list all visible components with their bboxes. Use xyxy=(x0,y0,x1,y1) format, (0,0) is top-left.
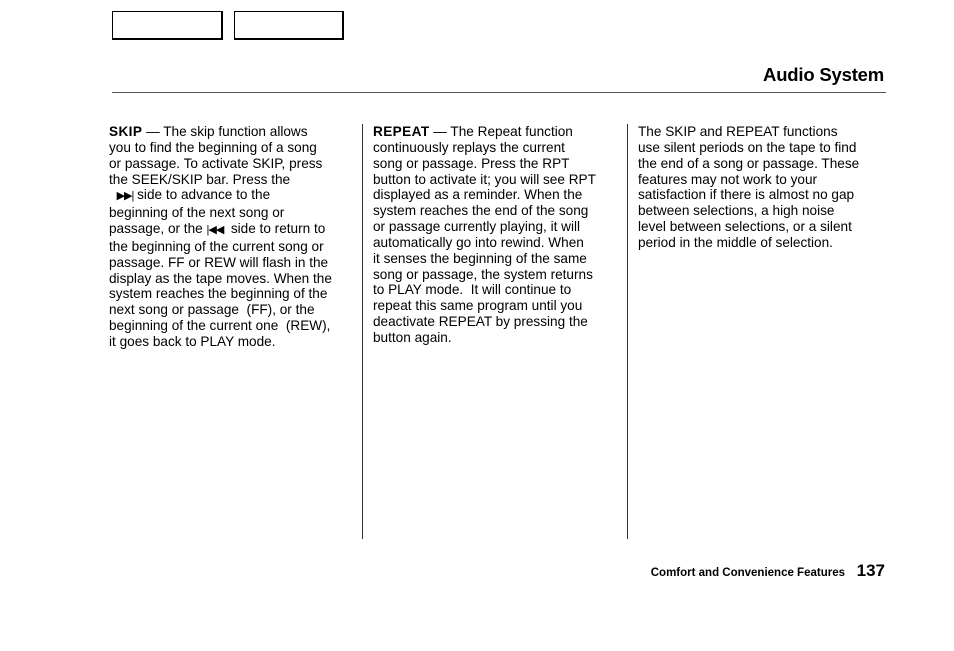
repeat-line: repeat this same program until you xyxy=(373,298,583,314)
repeat-column xyxy=(373,124,596,346)
skip-line: or passage. To activate SKIP, press xyxy=(109,155,323,171)
note-line: satisfaction if there is almost no gap xyxy=(638,187,855,203)
repeat-line: button again. xyxy=(373,329,452,345)
header-divider xyxy=(112,92,886,93)
skip-line: beginning of the next song or xyxy=(109,205,285,221)
skip-line: beginning of the current one (REW), xyxy=(109,318,331,334)
repeat-line: song or passage. Press the RPT xyxy=(373,155,570,171)
repeat-line: system reaches the end of the song xyxy=(373,203,589,219)
repeat-line: continuously replays the current xyxy=(373,139,565,155)
skip-line: passage. FF or REW will flash in the xyxy=(109,254,329,270)
column-divider xyxy=(627,124,628,539)
skip-line: you to find the beginning of a song xyxy=(109,139,317,155)
note-line: features may not work to your xyxy=(638,171,818,187)
repeat-term: REPEAT xyxy=(373,124,430,139)
repeat-intro: — The Repeat function xyxy=(429,124,573,139)
repeat-line: button to activate it; you will see RPT xyxy=(373,171,596,187)
skip-intro: — The skip function allows xyxy=(142,124,308,139)
skip-term: SKIP xyxy=(109,124,143,139)
skip-ff-text: side to advance to the xyxy=(133,187,271,203)
nav-button-index[interactable] xyxy=(234,11,344,40)
skip-line: the SEEK/SKIP bar. Press the xyxy=(109,171,291,187)
skip-column xyxy=(109,124,332,350)
repeat-line: to PLAY mode. It will continue to xyxy=(373,282,572,298)
note-line: level between selections, or a silent xyxy=(638,219,852,235)
skip-line: display as the tape moves. When the xyxy=(109,270,332,286)
repeat-line: it senses the beginning of the same xyxy=(373,250,587,266)
repeat-line: song or passage, the system returns xyxy=(373,266,593,282)
skip-line: system reaches the beginning of the xyxy=(109,286,328,302)
note-line: use silent periods on the tape to find xyxy=(638,139,857,155)
page-title: Audio System xyxy=(763,64,884,85)
note-line: between selections, a high noise xyxy=(638,203,835,219)
note-line: The SKIP and REPEAT functions xyxy=(638,124,838,139)
nav-button-main-menu[interactable] xyxy=(112,11,223,40)
note-line: the end of a song or passage. These xyxy=(638,155,860,171)
skip-line: it goes back to PLAY mode. xyxy=(109,333,276,349)
skip-rew-before: passage, or the xyxy=(109,221,207,237)
footer-section-title: Comfort and Convenience Features xyxy=(650,567,845,579)
skip-line: next song or passage (FF), or the xyxy=(109,302,315,318)
skip-back-icon: |◀◀ xyxy=(206,224,224,237)
repeat-line: or passage currently playing, it will xyxy=(373,219,581,235)
note-line: period in the middle of selection. xyxy=(638,234,833,250)
column-divider xyxy=(362,124,363,539)
repeat-line: deactivate REPEAT by pressing the xyxy=(373,314,588,330)
skip-forward-icon: ▶▶| xyxy=(116,190,134,203)
skip-rew-after: side to return to xyxy=(223,221,326,237)
page-number: 137 xyxy=(856,561,885,580)
note-column xyxy=(638,124,859,251)
repeat-line: displayed as a reminder. When the xyxy=(373,187,583,203)
repeat-line: automatically go into rewind. When xyxy=(373,234,584,250)
skip-line: the beginning of the current song or xyxy=(109,238,324,254)
